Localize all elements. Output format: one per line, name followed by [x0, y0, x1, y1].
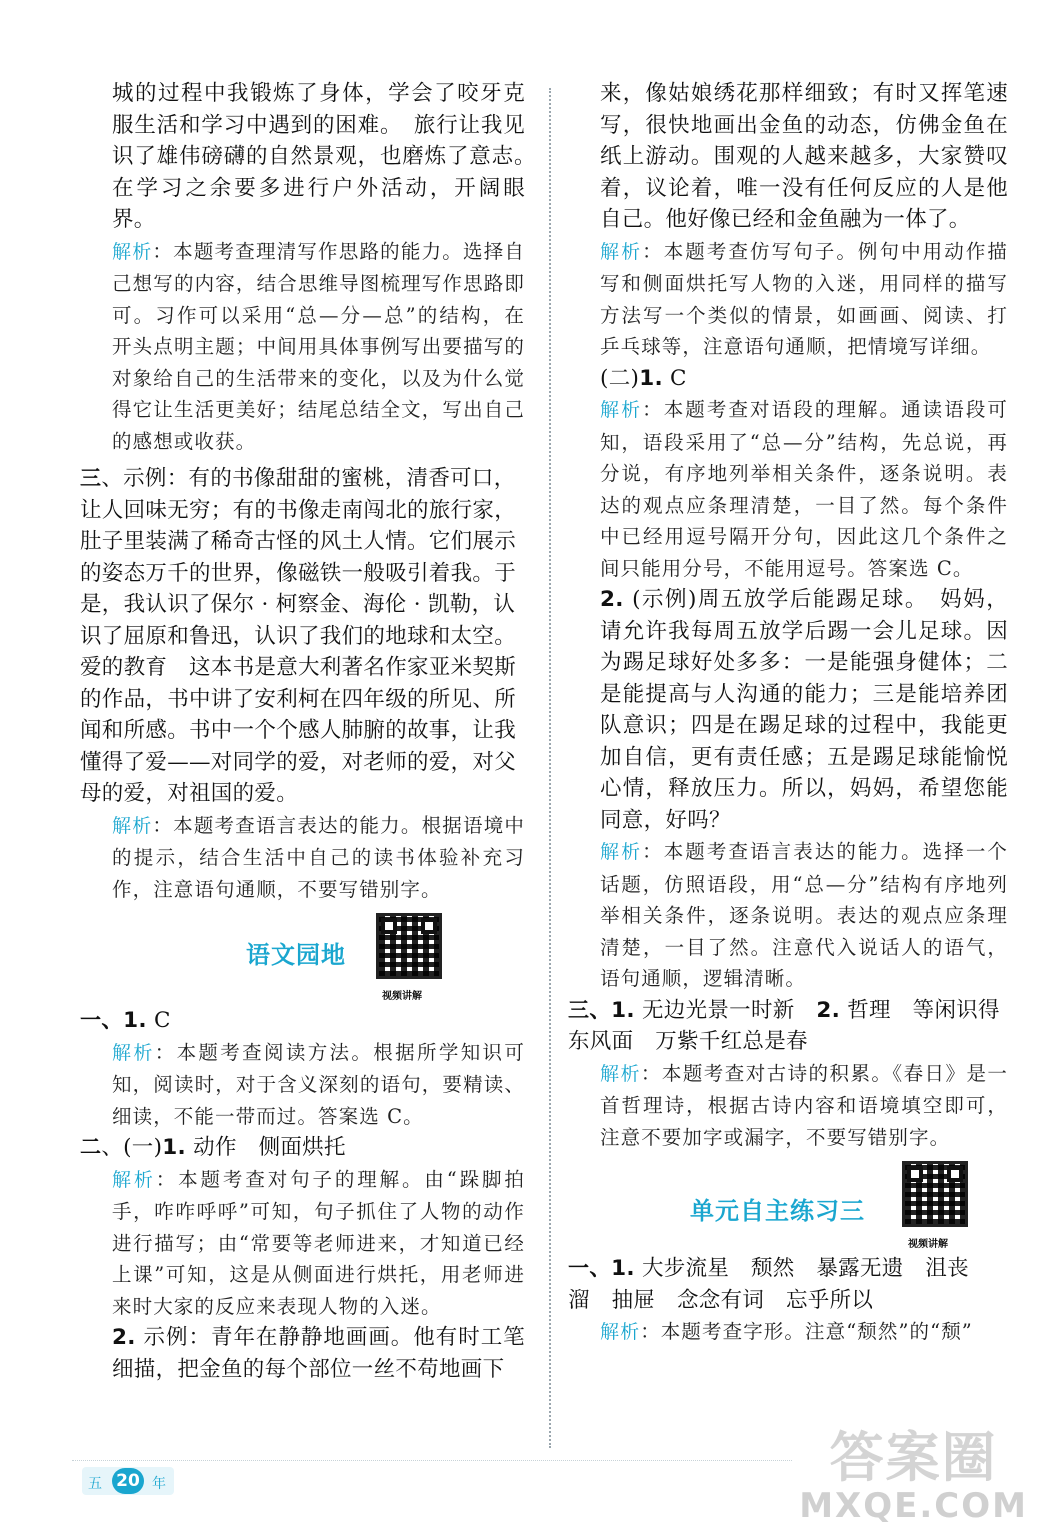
- section-three-answer: 、示例：有的书像甜甜的蜜桃，清香可口，让人回味无穷；有的书像走南闯北的旅行家，肚子里装满了稀奇古怪的风土人情。它们展示的姿态万千的世界，像磁铁一般吸引着我。于是，我认识了保尔 · 柯察金、海伦 · 凯勒，认识了屈原和鲁迅，认识了我们的地球和太空。 爱的教育 这本书是意大利著名作家亚米契斯的作品，书中讲了安利柯在四年级的所见、所闻和所感。书中一个个感人肺腑的故事，让我懂得了爱——对同学的爱，对老师的爱，对父母的爱，对祖国的爱。: [80, 466, 528, 806]
- qr-caption: 视频讲解: [908, 1239, 948, 1250]
- question-number: 2.: [112, 1325, 136, 1350]
- watermark: [799, 1426, 1028, 1526]
- right-column: [568, 78, 1008, 1349]
- question-number: 2.: [600, 587, 624, 612]
- explanation-text: ：本题考查对语段的理解。通读语段可知，语段采用了“总—分”结构，先总说，再分说，有序地列举相关条件，逐条说明。表达的观点应条理清楚，一目了然。每个条件中已经用逗号隔开分句，因此这几个条件之间只能用分号，不能用逗号。答案选 C。: [600, 398, 1008, 580]
- explanation-label: 解析: [600, 399, 643, 421]
- answer-text: 示例：青年在静静地画画。他有时工笔细描，把金鱼的每个部位一丝不苟地画下: [112, 1325, 525, 1382]
- explanation-label: 解析: [600, 1321, 641, 1343]
- answer-text: (示例)周五放学后能踢足球。 妈妈，请允许我每周五放学后踢一会儿足球。因为踢足球好处多多：一是能强身健体；二是能提高与人沟通的能力；三是能培养团队意识；四是在踢足球的过程中，我能更加自信，更有责任感；五是踢足球能愉悦心情，释放压力。所以，妈妈，希望您能同意，好吗？: [600, 587, 1008, 833]
- answer-continuation: 来，像姑娘绣花那样细致；有时又挥笔速写，很快地画出金鱼的动态，仿佛金鱼在纸上游动。围观的人越来越多，大家赞叹着，议论着，唯一没有任何反应的人是他自己。他好像已经和金鱼融为一体了。: [600, 81, 1008, 232]
- qr-caption: 视频讲解: [382, 991, 422, 1002]
- explanation-text: ：本题考查语言表达的能力。选择一个话题，仿照语段，用“总—分”结构有序地列举相关条件，逐条说明。表达的观点应条理清楚，一目了然。注意代入说话人的语气，语句通顺，逻辑清晰。: [600, 840, 1008, 990]
- answer-text: 动作 侧面烘托: [186, 1135, 346, 1160]
- explanation-text: ：本题考查字形。注意“颓然”的“颓”: [640, 1320, 973, 1343]
- qr-code-icon[interactable]: [902, 1161, 968, 1227]
- question-number: 、1.: [589, 997, 635, 1023]
- footer-decoration: 五: [88, 1476, 102, 1492]
- explanation-label: 解析: [600, 1062, 641, 1085]
- column-divider: [549, 88, 551, 1448]
- question-number: 、1.: [101, 1008, 147, 1033]
- watermark-url: MXQE.COM: [799, 1486, 1028, 1526]
- explanation-text: ：本题考查阅读方法。根据所学知识可知，阅读时，对于含义深刻的语句，要精读、细读，不能一带而过。答案选 C。: [112, 1040, 526, 1128]
- section-marker: 一: [80, 1008, 102, 1032]
- section-header-yuwen-yuandi: [80, 905, 525, 1005]
- section-title: 单元自主练习三: [690, 1197, 865, 1225]
- section-marker: 二: [80, 1135, 102, 1159]
- page-number: 20: [112, 1468, 144, 1494]
- explanation-label: 解析: [112, 1168, 156, 1191]
- explanation-text: ：本题考查仿写句子。例句中用动作描写和侧面烘托写人物的入迷，用同样的描写方法写一个类似的情景，如画画、阅读、打乒乓球等，注意语句通顺，把情境写详细。: [600, 239, 1008, 358]
- explanation-label: 解析: [600, 841, 643, 863]
- footer-decoration: 年: [152, 1476, 166, 1492]
- subsection-marker: (二): [600, 365, 640, 391]
- section-title: 语文园地: [246, 941, 346, 969]
- question-number: 、1.: [589, 1256, 635, 1281]
- section-marker: 一: [568, 1256, 590, 1280]
- watermark-logo-text: 答案圈: [829, 1426, 998, 1489]
- explanation-label: 解析: [112, 814, 153, 837]
- explanation-text: ：本题考查语言表达的能力。根据语境中的提示，结合生活中自己的读书体验补充习作，注意语句通顺，不要写错别字。: [112, 813, 525, 901]
- qr-code-icon[interactable]: [376, 913, 442, 979]
- question-number: 1.: [639, 365, 663, 391]
- explanation-label: 解析: [112, 240, 153, 263]
- page-number-box: [82, 1467, 174, 1495]
- section-header-unit-practice: [568, 1153, 1008, 1253]
- explanation-text: ：本题考查对句子的理解。由“跺脚拍手，咋咋呼呼”可知，句子抓住了人物的动作进行描写；由“常要等老师进来，才知道已经上课”可知，这是从侧面进行烘托，用老师进来时大家的反应来表现人物的入迷。: [112, 1167, 526, 1318]
- explanation-label: 解析: [112, 1041, 155, 1064]
- explanation-text: ：本题考查对古诗的积累。《春日》是一首哲理诗，根据古诗内容和语境填空即可，注意不要加字或漏字，不要写错别字。: [600, 1061, 1008, 1149]
- answer-text: 大步流星 颓然 暴露无遗 沮丧 溜 抽屉 念念有词 忘乎所以: [568, 1256, 991, 1313]
- answer-text: 无边光景一时新: [634, 997, 817, 1023]
- explanation-text: ：本题考查理清写作思路的能力。选择自己想写的内容，结合思维导图梳理写作思路即可。习作可以采用“总—分—总”的结构，在开头点明主题；中间用具体事例写出要描写的对象给自己的生活带来的变化，以及为什么觉得它让生活更美好；结尾总结全文，写出自己的感想或收获。: [112, 239, 525, 453]
- page-footer: [72, 1460, 792, 1495]
- section-marker: 三: [80, 466, 102, 490]
- question-number: 1.: [162, 1135, 187, 1160]
- question-number: 2.: [816, 997, 841, 1023]
- explanation-label: 解析: [600, 240, 643, 263]
- section-marker: 三: [568, 997, 590, 1022]
- answer-text: C: [662, 365, 687, 391]
- essay-continuation: 城的过程中我锻炼了身体，学会了咬牙克服生活和学习中遇到的困难。 旅行让我见识了雄伟磅礴的自然景观，也磨炼了意志。 在学习之余要多进行户外活动，开阔眼界。: [112, 81, 547, 232]
- subsection-marker: 、(一): [101, 1135, 163, 1160]
- answer-text: C: [146, 1008, 171, 1033]
- answer-text: 哲理 等闲识得东风面 万紫千红总是春: [568, 997, 1000, 1054]
- left-column: [80, 78, 547, 1385]
